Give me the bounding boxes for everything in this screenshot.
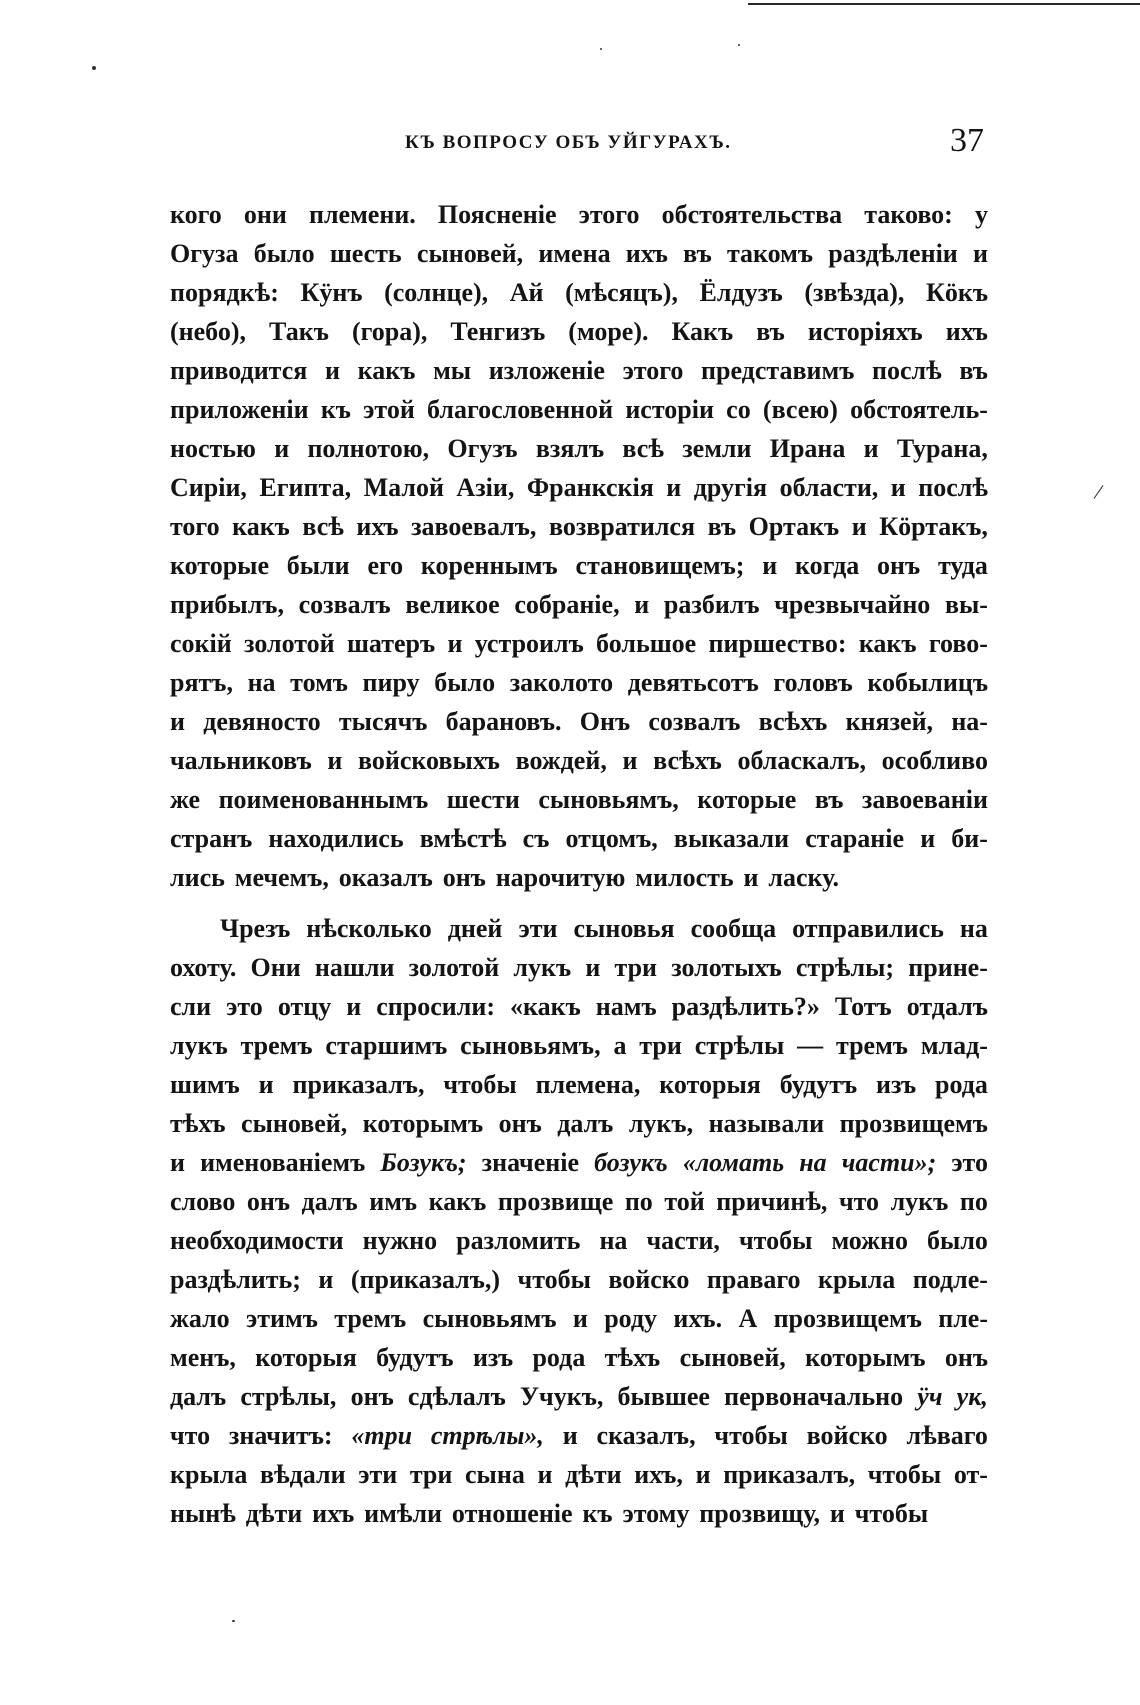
text-line: порядкѣ: Кӱнъ (солнце), Ай (мѣсяцъ), Ёлдузъ (звѣзда), Кӧкъ [170, 278, 988, 307]
text-line: странъ находились вмѣстѣ съ отцомъ, выказали стараніе и би- [170, 824, 988, 853]
text-line: того какъ всѣ ихъ завоевалъ, возвратился въ Ортакъ и Кӧртакъ, [170, 512, 988, 541]
text-line: необходимости нужно разломить на части, чтобы можно было [170, 1226, 988, 1255]
text-line: Огуза было шесть сыновей, имена ихъ въ такомъ раздѣленіи и [170, 239, 988, 268]
text-line: лукъ тремъ старшимъ сыновьямъ, а три стрѣлы — тремъ млад- [170, 1031, 988, 1060]
text-line: что значитъ: «три стрѣлы», и сказалъ, чтобы войско лѣваго [170, 1421, 988, 1450]
speck-mark [232, 1620, 235, 1622]
text-line: сли это отцу и спросили: «какъ намъ раздѣлить?» Тотъ отдалъ [170, 992, 988, 1021]
text-line: охоту. Они нашли золотой лукъ и три золотыхъ стрѣлы; прине- [170, 953, 988, 982]
top-edge-rule [748, 3, 1140, 5]
speck-mark [600, 48, 602, 50]
text-line: лись мечемъ, оказалъ онъ нарочитую милость и ласку. [170, 863, 840, 892]
text-line: сокій золотой шатеръ и устроилъ большое пиршество: какъ гово- [170, 629, 988, 658]
text-line: жало этимъ тремъ сыновьямъ и роду ихъ. А прозвищемъ пле- [170, 1304, 988, 1333]
text-line: же поименованнымъ шести сыновьямъ, которые въ завоеваніи [170, 785, 988, 814]
speck-mark [92, 66, 96, 70]
text-line: слово онъ далъ имъ какъ прозвище по той причинѣ, что лукъ по [170, 1187, 988, 1216]
text-line: Чрезъ нѣсколько дней эти сыновья сообща отправились на [220, 914, 988, 943]
text-line: ностью и полнотою, Огузъ взялъ всѣ земли Ирана и Турана, [170, 434, 988, 463]
text-line: (небо), Такъ (гора), Тенгизъ (море). Какъ въ исторіяхъ ихъ [170, 317, 988, 346]
text-line: приложеніи къ этой благословенной исторіи со (всею) обстоятель- [170, 395, 988, 424]
text-line: Сиріи, Египта, Малой Азіи, Франкскія и другія области, и послѣ [170, 473, 988, 502]
text-line: чальниковъ и войсковыхъ вождей, и всѣхъ обласкалъ, особливо [170, 746, 988, 775]
text-line: раздѣлить; и (приказалъ,) чтобы войско праваго крыла подле- [170, 1265, 988, 1294]
speck-mark [738, 44, 740, 46]
text-line: которые были его кореннымъ становищемъ; и когда онъ туда [170, 551, 988, 580]
text-line: менъ, которыя будутъ изъ рода тѣхъ сыновей, которымъ онъ [170, 1343, 988, 1372]
text-line: рятъ, на томъ пиру было заколото девятьсотъ головъ кобылицъ [170, 668, 988, 697]
text-line: приводится и какъ мы изложеніе этого представимъ послѣ въ [170, 356, 988, 385]
running-title: КЪ ВОПРОСУ ОБЪ УЙГУРАХЪ. [405, 132, 732, 153]
text-line: и именованіемъ Бозукъ; значеніе бозукъ «ломать на части»; это [170, 1148, 988, 1177]
text-line: шимъ и приказалъ, чтобы племена, которыя будутъ изъ рода [170, 1070, 988, 1099]
text-line: кого они племени. Поясненіе этого обстоятельства таково: у [170, 200, 988, 229]
paragraph-gap [170, 897, 988, 909]
stray-pencil-mark [1094, 485, 1104, 499]
page-header [170, 118, 988, 168]
body-text [170, 195, 988, 1533]
text-line: прибылъ, созвалъ великое собраніе, и разбилъ чрезвычайно вы- [170, 590, 988, 619]
page-number: 37 [950, 122, 984, 159]
text-line: нынѣ дѣти ихъ имѣли отношеніе къ этому прозвищу, и чтобы [170, 1499, 929, 1528]
text-line: крыла вѣдали эти три сына и дѣти ихъ, и приказалъ, чтобы от- [170, 1460, 988, 1489]
text-line: тѣхъ сыновей, которымъ онъ далъ лукъ, называли прозвищемъ [170, 1109, 988, 1138]
text-line: далъ стрѣлы, онъ сдѣлалъ Учукъ, бывшее первоначально ӱч ук, [170, 1382, 988, 1411]
text-line: и девяносто тысячъ барановъ. Онъ созвалъ всѣхъ князей, на- [170, 707, 988, 736]
